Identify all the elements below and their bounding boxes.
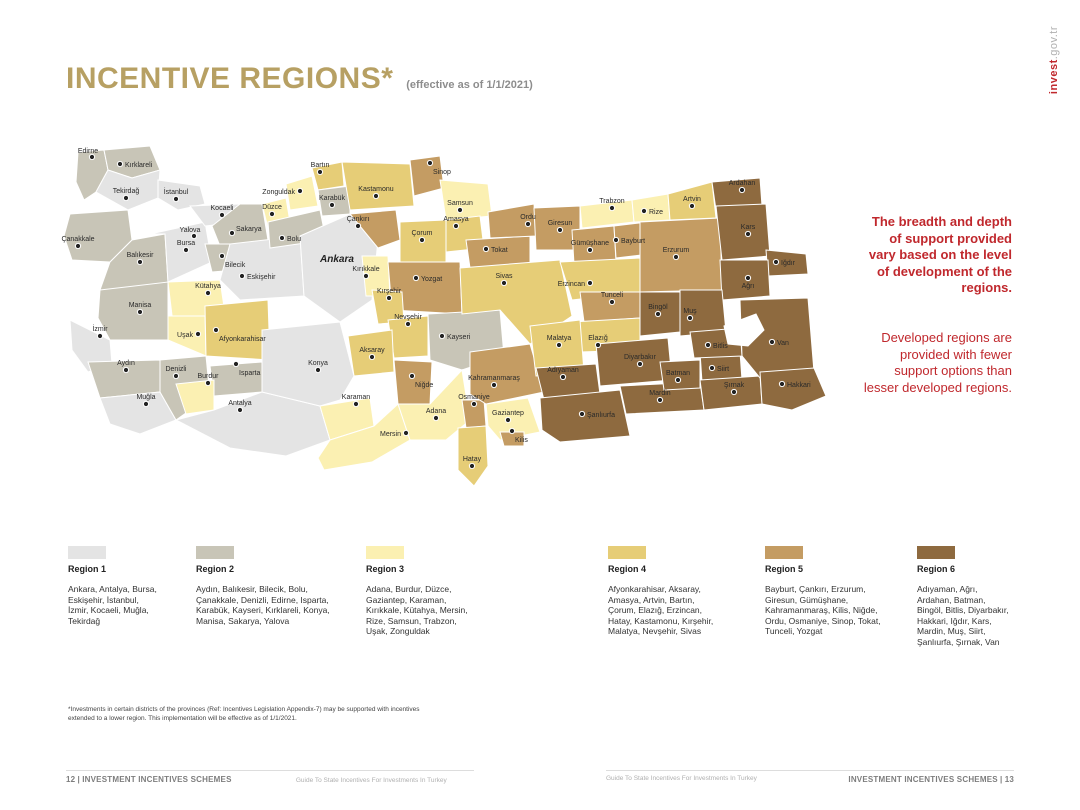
city-marker [173, 196, 178, 201]
city-marker [587, 280, 592, 285]
city-label: Denizli [165, 366, 187, 373]
city-label: Edirne [77, 148, 99, 155]
legend-swatch [608, 546, 646, 559]
city-marker [525, 221, 530, 226]
city-marker [560, 374, 565, 379]
city-marker [219, 212, 224, 217]
footer-right-page: 13 [1004, 775, 1014, 784]
city-label: Konya [308, 360, 328, 367]
city-marker [469, 463, 474, 468]
city-marker [556, 342, 561, 347]
city-marker [675, 377, 680, 382]
legend-region-2 [196, 546, 330, 626]
city-label: Giresun [547, 220, 573, 227]
city-marker [195, 331, 200, 336]
city-label: Diyarbakır [624, 354, 656, 361]
city-marker [745, 231, 750, 236]
city-marker [123, 195, 128, 200]
city-marker [75, 243, 80, 248]
city-marker [233, 361, 238, 366]
city-marker [471, 401, 476, 406]
city-label: Osmaniye [458, 394, 490, 401]
province-ordu [488, 204, 536, 238]
legend-provinces: Adıyaman, Ağrı, Ardahan, Batman, Bingöl, Bitlis, Diyarbakır, Hakkari, Iğdır, Kars, Mardin, Muş, Siirt, Şanlıurfa, Şırnak, Van [917, 584, 1009, 647]
city-label: Kayseri [447, 334, 471, 341]
city-label: Eskişehir [247, 274, 276, 281]
city-label: Erzurum [662, 247, 690, 254]
city-marker [353, 401, 358, 406]
footer-left-sep: | [77, 775, 80, 784]
city-label: Yalova [179, 227, 201, 234]
city-marker [405, 321, 410, 326]
city-marker [419, 237, 424, 242]
capital-label: Ankara [320, 254, 354, 265]
city-label: Muğla [136, 394, 156, 401]
city-marker [173, 373, 178, 378]
city-marker [689, 203, 694, 208]
city-marker [641, 208, 646, 213]
city-label: Van [777, 340, 789, 347]
city-marker [501, 280, 506, 285]
city-marker [369, 354, 374, 359]
city-marker [491, 382, 496, 387]
province-agri [720, 260, 770, 300]
legend-swatch [366, 546, 404, 559]
legend-swatch [68, 546, 106, 559]
city-marker [137, 309, 142, 314]
legend-region-6 [917, 546, 1009, 648]
city-label: Batman [665, 370, 691, 377]
city-label: İstanbul [163, 189, 189, 196]
city-marker [505, 417, 510, 422]
city-marker [137, 259, 142, 264]
city-marker [329, 202, 334, 207]
city-label: Kilis [515, 437, 528, 444]
province-sanliurfa [540, 390, 630, 442]
city-label: Ağrı [741, 283, 755, 290]
city-label: Niğde [415, 382, 434, 389]
city-label: Ordu [520, 214, 536, 221]
city-marker [457, 207, 462, 212]
city-marker [117, 161, 122, 166]
city-marker [579, 411, 584, 416]
city-marker [709, 365, 714, 370]
city-marker [427, 160, 432, 165]
city-marker [779, 381, 784, 386]
city-marker [637, 361, 642, 366]
city-label: Düzce [262, 204, 282, 211]
city-label: Erzincan [557, 281, 585, 288]
city-marker [769, 339, 774, 344]
city-label: Hatay [462, 456, 482, 463]
city-label: Kırklareli [125, 162, 153, 169]
city-marker [315, 367, 320, 372]
title-subtitle: (effective as of 1/1/2021) [406, 79, 533, 91]
city-marker [773, 259, 778, 264]
city-marker [433, 415, 438, 420]
city-marker [509, 428, 514, 433]
city-label: Sakarya [236, 226, 262, 233]
city-label: Gümüşhane [570, 240, 610, 247]
city-label: Siirt [717, 366, 730, 373]
city-marker [269, 211, 274, 216]
city-label: Kocaeli [210, 205, 234, 212]
city-label: Şırnak [723, 382, 745, 389]
legend-name: Region 1 [68, 564, 107, 574]
city-label: Ardahan [728, 180, 756, 187]
city-marker [239, 273, 244, 278]
city-marker [403, 430, 408, 435]
city-label: İzmir [92, 326, 108, 333]
city-label: Bolu [287, 236, 302, 243]
city-marker [386, 295, 391, 300]
province-hakkari [760, 368, 826, 410]
legend-region-4 [608, 546, 713, 637]
city-label: Kütahya [195, 283, 221, 290]
province-rize [632, 194, 670, 222]
city-label: Mersin [379, 431, 401, 438]
city-marker [97, 333, 102, 338]
city-marker [213, 327, 218, 332]
city-label: Aksaray [359, 347, 385, 354]
city-label: Hakkari [787, 382, 811, 389]
city-label: Isparta [239, 370, 261, 377]
city-label: Sivas [495, 273, 513, 280]
city-label: Kahramanmaraş [468, 375, 520, 382]
city-label: Çorum [411, 230, 433, 237]
city-label: Kars [740, 224, 756, 231]
city-label: Rize [649, 209, 664, 216]
city-marker [123, 367, 128, 372]
city-label: Kırşehir [376, 288, 402, 295]
legend-name: Region 3 [366, 564, 405, 574]
city-label: Malatya [546, 335, 572, 342]
legend-swatch [196, 546, 234, 559]
city-label: Adıyaman [547, 367, 579, 374]
city-marker [205, 380, 210, 385]
city-label: Adana [425, 408, 447, 415]
province-sinop [410, 156, 444, 196]
city-label: Muş [683, 308, 697, 315]
city-label: Zonguldak [262, 189, 295, 196]
city-label: Karaman [341, 394, 371, 401]
city-label: Mardin [649, 390, 671, 397]
city-marker [687, 315, 692, 320]
footer-right-guide: Guide To State Incentives For Investments In Turkey [606, 775, 757, 782]
city-label: Manisa [128, 302, 152, 309]
city-label: Kastamonu [358, 186, 394, 193]
province-kars [716, 204, 770, 260]
city-label: Samsun [447, 200, 473, 207]
city-marker [453, 223, 458, 228]
city-label: Antalya [228, 400, 252, 407]
legend-name: Region 2 [196, 564, 235, 574]
city-label: Şanlıurfa [587, 412, 616, 419]
city-marker [557, 227, 562, 232]
city-label: Çanakkale [61, 236, 95, 243]
footer-left [66, 770, 474, 784]
footer-left-title: INVESTMENT INCENTIVES SCHEMES [82, 775, 232, 784]
city-marker [739, 187, 744, 192]
city-label: Bursa [176, 240, 196, 247]
legend-swatch [917, 546, 955, 559]
city-label: Tekirdağ [112, 188, 140, 195]
legend-region-5 [765, 546, 881, 637]
city-label: Bitlis [713, 343, 728, 350]
city-marker [219, 253, 224, 258]
legend-provinces: Ankara, Antalya, Bursa, Eskişehir, İstanbul, İzmir, Kocaeli, Muğla, Tekirdağ [68, 584, 157, 626]
footer-right [606, 770, 1014, 784]
city-marker [439, 333, 444, 338]
city-marker [595, 342, 600, 347]
legend-name: Region 5 [765, 564, 804, 574]
city-label: Tokat [491, 247, 508, 254]
city-marker [229, 230, 234, 235]
legend-provinces: Bayburt, Çankırı, Erzurum, Giresun, Gümüşhane, Kahramanmaraş, Kilis, Niğde, Ordu, Osmaniye, Sinop, Tokat, Tunceli, Yozgat [765, 584, 881, 637]
city-marker [609, 299, 614, 304]
city-marker [673, 254, 678, 259]
province-manisa [98, 282, 168, 340]
city-label: Sinop [433, 169, 451, 176]
city-marker [413, 275, 418, 280]
city-marker [191, 233, 196, 238]
city-label: Burdur [197, 373, 219, 380]
legend-name: Region 4 [608, 564, 647, 574]
footer-right-title: INVESTMENT INCENTIVES SCHEMES [848, 775, 998, 784]
city-marker [373, 193, 378, 198]
city-label: Artvin [683, 196, 701, 203]
footer-left-page: 12 [66, 775, 76, 784]
brand-main: invest [1048, 59, 1060, 95]
city-label: Bingöl [648, 304, 668, 311]
city-marker [409, 373, 414, 378]
province-erzurum [640, 218, 722, 292]
footer-left-guide: Guide To State Incentives For Investments In Turkey [295, 777, 447, 784]
legend-provinces: Afyonkarahisar, Aksaray, Amasya, Artvin, Bartın, Çorum, Elazığ, Erzincan, Hatay, Kastamonu, Kırşehir, Malatya, Nevşehir, Sivas [608, 584, 714, 637]
city-label: Afyonkarahisar [219, 336, 266, 343]
footnote: *Investments in certain districts of the provinces (Ref: Incentives Legislation Appendix-7) may be supported with incentives extended to a lower region. This implementation will be effective as of 1/1/2021. [68, 706, 420, 722]
city-marker [237, 407, 242, 412]
city-label: Karabük [318, 195, 346, 202]
city-label: Çankırı [346, 216, 370, 223]
city-label: Kırıkkale [352, 266, 380, 273]
sidebar-body: Developed regions are provided with fewer support options than lesser developed regions. [863, 330, 1012, 395]
city-label: Balıkesir [126, 252, 154, 259]
city-marker [205, 290, 210, 295]
legend-name: Region 6 [917, 564, 956, 574]
province-corum [400, 220, 446, 266]
city-label: Uşak [177, 332, 193, 339]
city-marker [363, 273, 368, 278]
legend-provinces: Aydın, Balıkesir, Bilecik, Bolu, Çanakkale, Denizli, Edirne, Isparta, Karabük, Kayseri, Kırklareli, Konya, Manisa, Sakarya, Yalova [196, 584, 330, 626]
city-marker [143, 401, 148, 406]
legend-swatch [765, 546, 803, 559]
footer-right-sep: | [1000, 775, 1003, 784]
city-label: Iğdır [781, 260, 796, 267]
city-marker [613, 237, 618, 242]
city-marker [279, 235, 284, 240]
city-label: Nevşehir [394, 314, 422, 321]
city-label: Trabzon [599, 198, 625, 205]
city-marker [731, 389, 736, 394]
city-marker [317, 169, 322, 174]
city-label: Yozgat [421, 276, 443, 283]
legend-region-3 [366, 546, 468, 637]
city-label: Gaziantep [492, 410, 524, 417]
city-label: Bartın [310, 162, 330, 169]
city-marker [587, 247, 592, 252]
city-marker [745, 275, 750, 280]
city-label: Bayburt [621, 238, 646, 245]
city-marker [655, 311, 660, 316]
city-marker [657, 397, 662, 402]
city-marker [609, 205, 614, 210]
city-label: Amasya [443, 216, 469, 223]
legend-provinces: Adana, Burdur, Düzce, Gaziantep, Karaman, Kırıkkale, Kütahya, Mersin, Rize, Samsun, Trabzon, Uşak, Zonguldak [366, 584, 468, 637]
city-marker [89, 154, 94, 159]
city-label: Bilecik [225, 262, 246, 269]
city-marker [355, 223, 360, 228]
city-marker [183, 247, 188, 252]
title-text: INCENTIVE REGIONS* [66, 62, 394, 95]
legend-region-1 [68, 546, 157, 626]
city-label: Aydın [117, 360, 135, 367]
city-label: Tunceli [600, 292, 624, 299]
city-label: Elazığ [588, 335, 608, 342]
city-marker [483, 246, 488, 251]
city-marker [705, 342, 710, 347]
brand-suffix: .gov.tr [1048, 26, 1060, 60]
sidebar-emphasis: The breadth and depth of support provided vary based on the level of development of the regions. [868, 214, 1012, 295]
city-marker [297, 188, 302, 193]
